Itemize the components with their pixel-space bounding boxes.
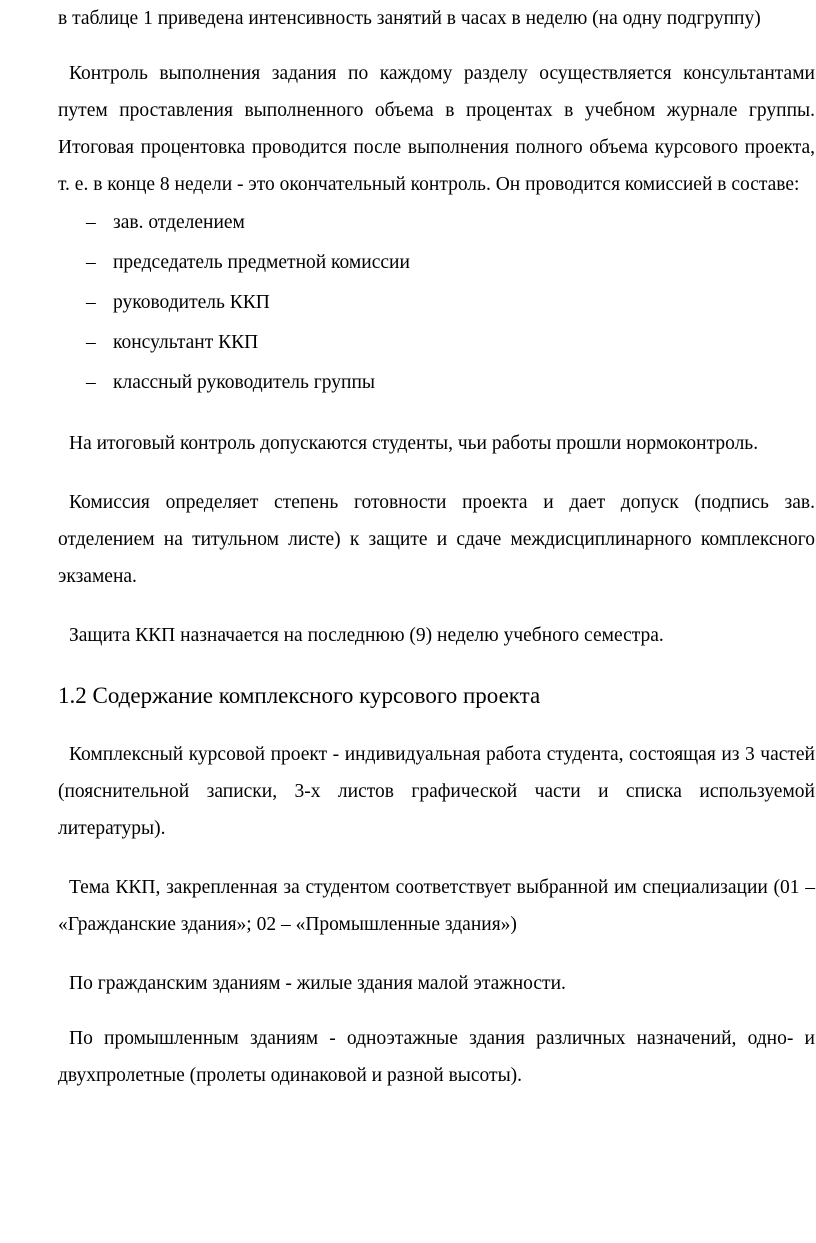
paragraph-intensity: в таблице 1 приведена интенсивность занятий в часах в неделю (на одну подгруппу)	[58, 8, 761, 29]
list-item: – зав. отделением	[58, 203, 815, 243]
paragraph-control: Контроль выполнения задания по каждому разделу осуществляется консультантами путем проставления выполненного объема в процентах в учебном журнале группы. Итоговая процентовка проводится после выполнения полного объема курсового проекта, т. е. в конце 8 недели - это окончательный контроль. Он проводится комиссией в составе:	[58, 63, 815, 195]
dash-bullet: –	[86, 372, 96, 393]
paragraph-civil-buildings: По гражданским зданиям - жилые здания малой этажности.	[69, 973, 566, 994]
list-item: – консультант ККП	[58, 323, 815, 363]
paragraph-industrial-buildings: По промышленным зданиям - одноэтажные здания различных назначений, одно- и двухпролетные (пролеты одинаковой и разной высоты).	[58, 1028, 815, 1086]
dash-bullet: –	[86, 212, 96, 233]
paragraph-commission: Комиссия определяет степень готовности проекта и дает допуск (подпись зав. отделением на титульном листе) к защите и сдаче междисциплинарного комплексного экзамена.	[58, 492, 815, 587]
dash-bullet: –	[86, 332, 96, 353]
commission-list	[58, 203, 815, 403]
dash-bullet: –	[86, 292, 96, 313]
list-item: – председатель предметной комиссии	[58, 243, 815, 283]
dash-bullet: –	[86, 252, 96, 273]
section-heading: 1.2 Содержание комплексного курсового проекта	[58, 683, 541, 708]
paragraph-project-description: Комплексный курсовой проект - индивидуальная работа студента, состоящая из 3 частей (пояснительной записки, 3-х листов графической части и списка используемой литературы).	[58, 744, 815, 839]
paragraph-defense: Защита ККП назначается на последнюю (9) неделю учебного семестра.	[69, 625, 664, 646]
list-item: – классный руководитель группы	[58, 363, 815, 403]
paragraph-topic: Тема ККП, закрепленная за студентом соответствует выбранной им специализации (01 – «Гражданские здания»; 02 – «Промышленные здания»)	[58, 877, 815, 935]
document-page	[58, 0, 815, 1094]
list-item: – руководитель ККП	[58, 283, 815, 323]
paragraph-admission: На итоговый контроль допускаются студенты, чьи работы прошли нормоконтроль.	[69, 433, 759, 454]
